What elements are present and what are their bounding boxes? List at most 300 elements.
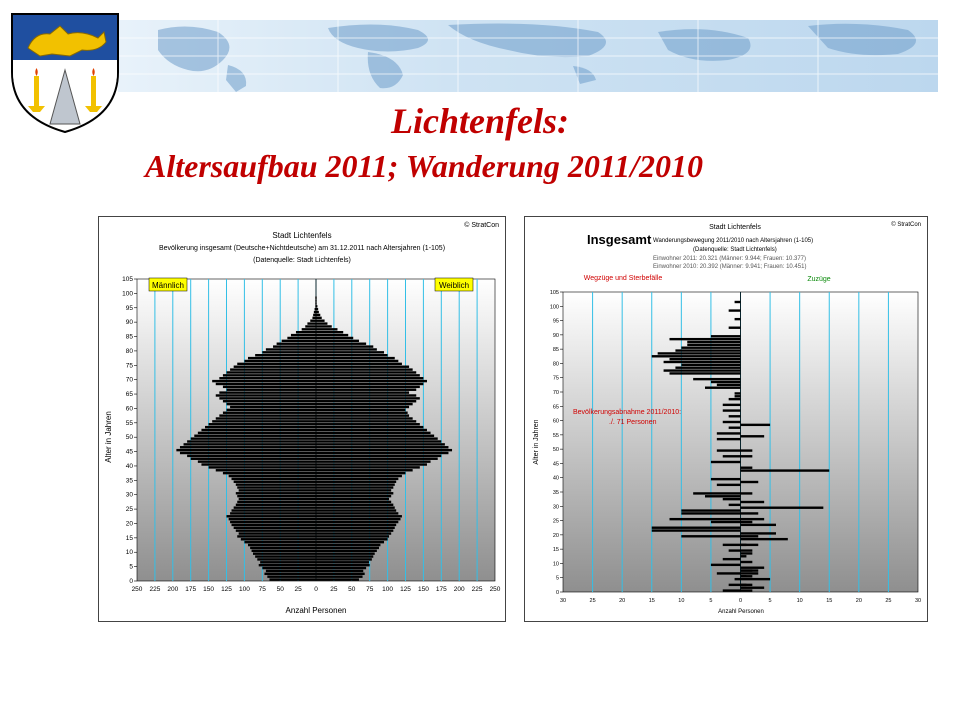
- bar-m-nnlich-age-26: [236, 504, 316, 506]
- bar-weiblich-age-5: [316, 564, 370, 566]
- bar-m-nnlich-age-1: [267, 575, 316, 577]
- y-tick-label: 65: [552, 404, 559, 411]
- y-tick-label: 85: [125, 333, 133, 341]
- y-tick-label: 90: [125, 319, 133, 327]
- bar-wegz-ge-und-sterbef-lle-age-81: [670, 358, 741, 360]
- bar-m-nnlich-age-92: [313, 314, 316, 316]
- bar-m-nnlich-age-36: [229, 475, 316, 477]
- bar-wegz-ge-und-sterbef-lle-age-0: [723, 589, 741, 591]
- bar-weiblich-age-0: [316, 578, 359, 580]
- bar-weiblich-age-1: [316, 575, 363, 577]
- bar-m-nnlich-age-28: [239, 498, 316, 500]
- x-tick-label: 10: [796, 598, 803, 604]
- y-tick-label: 40: [552, 475, 559, 482]
- bar-m-nnlich-age-77: [248, 357, 316, 359]
- bar-wegz-ge-und-sterbef-lle-age-87: [687, 341, 740, 343]
- bar-saldo-age-1: [741, 587, 765, 589]
- x-tick-label: 5: [768, 598, 772, 604]
- bar-wegz-ge-und-sterbef-lle-age-27: [681, 512, 740, 514]
- x-tick-label: 150: [203, 586, 215, 593]
- chart-source: (Datenquelle: Stadt Lichtenfels): [253, 257, 351, 264]
- y-tick-label: 75: [125, 362, 133, 370]
- bar-weiblich-age-26: [316, 504, 393, 506]
- bar-weiblich-age-43: [316, 455, 441, 457]
- bar-weiblich-age-67: [316, 386, 420, 388]
- bar-m-nnlich-age-24: [232, 509, 316, 511]
- y-tick-label: 5: [555, 575, 559, 582]
- y-tick-label: 85: [552, 347, 559, 354]
- bar-m-nnlich-age-25: [234, 506, 316, 508]
- slide-title-line2: Altersaufbau 2011; Wanderung 2011/2010: [145, 148, 704, 184]
- y-tick-label: 45: [125, 448, 133, 456]
- bar-weiblich-age-29: [316, 495, 391, 497]
- bar-weiblich-age-98: [316, 296, 317, 298]
- bar-weiblich-age-84: [316, 337, 353, 339]
- x-tick-label: 225: [471, 586, 483, 593]
- bar-m-nnlich-age-18: [234, 527, 316, 529]
- bar-m-nnlich-age-15: [237, 535, 316, 537]
- bar-m-nnlich-age-90: [310, 319, 316, 321]
- bar-m-nnlich-age-81: [273, 345, 316, 347]
- bar-weiblich-age-76: [316, 360, 398, 362]
- chart-subtitle: Wanderungsbewegung 2011/2010 nach Altersjahren (1-105): [653, 238, 814, 244]
- bar-m-nnlich-age-67: [223, 386, 316, 388]
- bar-weiblich-age-24: [316, 509, 396, 511]
- bar-zuz-ge-age-12: [741, 555, 747, 557]
- bar-saldo-age-43: [741, 467, 753, 469]
- x-tick-label: 75: [258, 586, 266, 593]
- bar-weiblich-age-79: [316, 351, 384, 353]
- bar-zuz-ge-age-13: [741, 552, 753, 554]
- bar-m-nnlich-age-40: [201, 463, 316, 465]
- bar-weiblich-age-44: [316, 452, 448, 454]
- bar-m-nnlich-age-44: [180, 452, 316, 454]
- y-tick-label: 15: [552, 547, 559, 554]
- bar-m-nnlich-age-58: [223, 412, 316, 414]
- x-tick-label: 0: [314, 586, 318, 593]
- bar-weiblich-age-39: [316, 466, 420, 468]
- bar-weiblich-age-54: [316, 423, 420, 425]
- bar-m-nnlich-age-47: [184, 443, 316, 445]
- bar-wegz-ge-und-sterbef-lle-age-11: [723, 558, 741, 560]
- chart-panel-age-pyramid: [98, 216, 506, 622]
- chart-heading: Insgesamt: [587, 232, 652, 247]
- bar-saldo-age-5: [741, 575, 753, 577]
- bar-wegz-ge-und-sterbef-lle-age-101: [735, 301, 741, 303]
- bar-saldo-age-29: [741, 507, 824, 509]
- bar-wegz-ge-und-sterbef-lle-age-76: [670, 372, 741, 374]
- bar-weiblich-age-8: [316, 555, 373, 557]
- bar-m-nnlich-age-94: [315, 308, 316, 310]
- bar-m-nnlich-age-31: [239, 489, 316, 491]
- bar-weiblich-age-68: [316, 383, 423, 385]
- bar-m-nnlich-age-65: [219, 391, 316, 393]
- bar-m-nnlich-age-22: [227, 515, 317, 517]
- bar-wegz-ge-und-sterbef-lle-age-21: [652, 529, 741, 531]
- bar-weiblich-age-13: [316, 541, 384, 543]
- bar-m-nnlich-age-8: [255, 555, 316, 557]
- bar-weiblich-age-89: [316, 322, 327, 324]
- bar-wegz-ge-und-sterbef-lle-age-9: [711, 564, 741, 566]
- bar-m-nnlich-age-39: [209, 466, 316, 468]
- bar-saldo-age-18: [741, 538, 788, 540]
- bar-wegz-ge-und-sterbef-lle-age-74: [693, 378, 740, 380]
- bar-saldo-age-54: [741, 435, 765, 437]
- bar-weiblich-age-74: [316, 366, 409, 368]
- bar-weiblich-age-14: [316, 538, 388, 540]
- bar-weiblich-age-21: [316, 518, 400, 520]
- bar-weiblich-age-57: [316, 414, 409, 416]
- bar-m-nnlich-age-56: [216, 417, 316, 419]
- bar-saldo-age-23: [741, 524, 777, 526]
- bar-weiblich-age-16: [316, 532, 391, 534]
- bar-weiblich-age-2: [316, 573, 365, 575]
- y-tick-label: 30: [552, 504, 559, 511]
- bar-weiblich-age-6: [316, 561, 369, 563]
- bar-weiblich-age-97: [316, 299, 317, 301]
- bar-wegz-ge-und-sterbef-lle-age-84: [675, 349, 740, 351]
- bar-wegz-ge-und-sterbef-lle-age-45: [711, 461, 741, 463]
- copyright-label: © StratCon: [464, 222, 499, 229]
- bar-weiblich-age-87: [316, 328, 337, 330]
- bar-m-nnlich-age-21: [229, 518, 316, 520]
- bar-wegz-ge-und-sterbef-lle-age-19: [681, 535, 740, 537]
- bar-m-nnlich-age-85: [291, 334, 316, 336]
- y-tick-label: 50: [552, 447, 559, 454]
- y-tick-label: 40: [125, 462, 133, 470]
- y-tick-label: 25: [125, 506, 133, 514]
- bar-wegz-ge-und-sterbef-lle-age-67: [729, 398, 741, 400]
- age-pyramid-chart: [99, 217, 505, 621]
- bar-m-nnlich-age-45: [176, 449, 316, 451]
- bar-weiblich-age-60: [316, 406, 409, 408]
- bar-m-nnlich-age-97: [315, 299, 316, 301]
- bar-m-nnlich-age-5: [259, 564, 316, 566]
- bar-saldo-age-24: [741, 521, 753, 523]
- bar-weiblich-age-50: [316, 435, 434, 437]
- bar-weiblich-age-63: [316, 397, 420, 399]
- x-tick-label: 25: [885, 598, 892, 604]
- bar-weiblich-age-58: [316, 412, 408, 414]
- bar-weiblich-age-38: [316, 469, 413, 471]
- bar-weiblich-age-75: [316, 363, 402, 365]
- bar-m-nnlich-age-2: [264, 573, 316, 575]
- x-tick-label: 15: [826, 598, 833, 604]
- bar-m-nnlich-age-86: [296, 331, 316, 333]
- bar-weiblich-age-37: [316, 472, 406, 474]
- bar-weiblich-age-49: [316, 437, 438, 439]
- bar-wegz-ge-und-sterbef-lle-age-86: [687, 344, 740, 346]
- bar-weiblich-age-22: [316, 515, 402, 517]
- x-axis-label: Anzahl Personen: [718, 609, 764, 615]
- x-tick-label: 10: [678, 598, 685, 604]
- bar-wegz-ge-und-sterbef-lle-age-6: [717, 572, 741, 574]
- bar-m-nnlich-age-46: [180, 446, 316, 448]
- bar-m-nnlich-age-88: [305, 325, 316, 327]
- x-tick-label: 30: [914, 598, 922, 604]
- bar-wegz-ge-und-sterbef-lle-age-4: [735, 578, 741, 580]
- bar-m-nnlich-age-83: [282, 340, 316, 342]
- bar-wegz-ge-und-sterbef-lle-age-61: [729, 415, 741, 417]
- bar-weiblich-age-80: [316, 348, 377, 350]
- bar-weiblich-age-20: [316, 521, 398, 523]
- y-tick-label: 45: [552, 461, 559, 468]
- bar-wegz-ge-und-sterbef-lle-age-71: [705, 387, 741, 389]
- bar-weiblich-age-88: [316, 325, 332, 327]
- y-tick-label: 30: [125, 491, 133, 499]
- bar-wegz-ge-und-sterbef-lle-age-28: [681, 509, 740, 511]
- bar-wegz-ge-und-sterbef-lle-age-82: [652, 355, 741, 357]
- y-tick-label: 60: [552, 418, 559, 425]
- bar-weiblich-age-59: [316, 409, 406, 411]
- bar-m-nnlich-age-54: [209, 423, 316, 425]
- bar-m-nnlich-age-89: [307, 322, 316, 324]
- bar-saldo-age-8: [741, 567, 765, 569]
- bar-wegz-ge-und-sterbef-lle-age-55: [717, 432, 741, 434]
- bar-m-nnlich-age-51: [198, 432, 316, 434]
- bar-saldo-age-7: [741, 569, 759, 571]
- x-tick-label: 125: [400, 586, 411, 593]
- bar-weiblich-age-15: [316, 535, 389, 537]
- bar-weiblich-age-85: [316, 334, 348, 336]
- bar-wegz-ge-und-sterbef-lle-age-33: [705, 495, 741, 497]
- bar-weiblich-age-9: [316, 552, 375, 554]
- bar-wegz-ge-und-sterbef-lle-age-47: [723, 455, 741, 457]
- y-tick-label: 35: [552, 490, 559, 496]
- bar-weiblich-age-19: [316, 524, 396, 526]
- bar-weiblich-age-71: [316, 374, 420, 376]
- chart-subtitle: Bevölkerung insgesamt (Deutsche+Nichtdeutsche) am 31.12.2011 nach Altersjahren (1-105): [158, 245, 446, 252]
- bar-weiblich-age-65: [316, 391, 409, 393]
- bar-weiblich-age-82: [316, 343, 366, 345]
- x-tick-label: 20: [619, 598, 626, 604]
- bar-m-nnlich-age-62: [223, 400, 316, 402]
- y-tick-label: 5: [129, 563, 133, 571]
- bar-weiblich-age-52: [316, 429, 427, 431]
- bar-saldo-age-14: [741, 549, 753, 551]
- bar-weiblich-age-32: [316, 486, 393, 488]
- migration-chart: [525, 217, 927, 621]
- population-2011-note: Einwohner 2011: 20.321 (Männer: 9.944; Frauen: 10.377): [653, 256, 806, 262]
- x-tick-label: 30: [559, 598, 567, 604]
- bar-wegz-ge-und-sterbef-lle-age-68: [735, 395, 741, 397]
- bar-saldo-age-58: [741, 424, 771, 426]
- bar-weiblich-age-90: [316, 319, 325, 321]
- bar-m-nnlich-age-63: [219, 397, 316, 399]
- chart-title: Stadt Lichtenfels: [272, 231, 332, 240]
- bar-weiblich-age-56: [316, 417, 413, 419]
- y-tick-label: 70: [552, 390, 559, 396]
- bar-m-nnlich-age-87: [302, 328, 316, 330]
- bar-wegz-ge-und-sterbef-lle-age-79: [681, 364, 740, 366]
- copyright-label: © StratCon: [891, 222, 921, 228]
- x-tick-label: 175: [435, 586, 447, 593]
- y-tick-label: 80: [125, 347, 133, 355]
- bar-saldo-age-31: [741, 501, 765, 503]
- y-tick-label: 25: [552, 518, 559, 525]
- bar-weiblich-age-27: [316, 501, 391, 503]
- y-tick-label: 100: [122, 290, 133, 298]
- x-tick-label: 25: [294, 586, 302, 593]
- bar-m-nnlich-age-53: [205, 426, 316, 428]
- bar-zuz-ge-age-0: [741, 589, 753, 591]
- bar-m-nnlich-age-12: [248, 544, 316, 546]
- bar-weiblich-age-41: [316, 460, 431, 462]
- bar-wegz-ge-und-sterbef-lle-age-59: [723, 421, 741, 423]
- bar-weiblich-age-51: [316, 432, 431, 434]
- outflow-label: Wegzüge und Sterbefälle: [583, 275, 663, 282]
- bar-m-nnlich-age-75: [237, 363, 316, 365]
- bar-weiblich-age-3: [316, 570, 363, 572]
- bar-wegz-ge-und-sterbef-lle-age-78: [675, 367, 740, 369]
- bar-m-nnlich-age-33: [236, 483, 316, 485]
- bar-wegz-ge-und-sterbef-lle-age-89: [711, 335, 741, 337]
- bar-weiblich-age-78: [316, 354, 388, 356]
- bar-m-nnlich-age-41: [198, 460, 316, 462]
- bar-weiblich-age-23: [316, 512, 398, 514]
- bar-weiblich-age-18: [316, 527, 395, 529]
- bar-m-nnlich-age-68: [216, 383, 316, 385]
- y-tick-label: 70: [125, 376, 133, 384]
- bar-saldo-age-38: [741, 481, 759, 483]
- bar-saldo-age-16: [741, 544, 759, 546]
- bar-m-nnlich-age-49: [191, 437, 316, 439]
- x-tick-label: 75: [366, 586, 374, 593]
- bar-m-nnlich-age-17: [236, 529, 316, 531]
- bar-wegz-ge-und-sterbef-lle-age-65: [723, 404, 741, 406]
- y-tick-label: 55: [125, 419, 133, 427]
- bar-m-nnlich-age-96: [315, 302, 316, 304]
- bar-m-nnlich-age-84: [287, 337, 316, 339]
- bar-weiblich-age-96: [316, 302, 317, 304]
- bar-wegz-ge-und-sterbef-lle-age-98: [729, 309, 741, 311]
- bar-weiblich-age-93: [316, 311, 319, 313]
- y-tick-label: 90: [552, 332, 559, 339]
- bar-weiblich-age-70: [316, 377, 423, 379]
- bar-m-nnlich-age-16: [239, 532, 316, 534]
- bar-weiblich-age-11: [316, 547, 379, 549]
- bar-wegz-ge-und-sterbef-lle-age-24: [711, 521, 741, 523]
- bar-wegz-ge-und-sterbef-lle-age-88: [670, 338, 741, 340]
- bar-m-nnlich-age-57: [219, 414, 316, 416]
- bar-wegz-ge-und-sterbef-lle-age-69: [735, 392, 741, 394]
- x-tick-label: 0: [738, 598, 743, 604]
- bar-weiblich-age-47: [316, 443, 445, 445]
- bar-wegz-ge-und-sterbef-lle-age-30: [729, 504, 741, 506]
- bar-m-nnlich-age-60: [230, 406, 316, 408]
- bar-weiblich-age-91: [316, 317, 322, 319]
- bar-wegz-ge-und-sterbef-lle-age-14: [729, 549, 741, 551]
- bar-saldo-age-2: [741, 584, 753, 586]
- x-tick-label: 125: [221, 586, 232, 593]
- bar-wegz-ge-und-sterbef-lle-age-83: [658, 352, 741, 354]
- bar-weiblich-age-33: [316, 483, 395, 485]
- bar-m-nnlich-age-9: [253, 552, 316, 554]
- bar-m-nnlich-age-74: [234, 366, 316, 368]
- x-tick-label: 5: [709, 598, 713, 604]
- x-tick-label: 250: [131, 586, 143, 593]
- bar-weiblich-age-4: [316, 567, 366, 569]
- y-tick-label: 35: [125, 477, 133, 485]
- x-tick-label: 100: [382, 586, 394, 593]
- bar-wegz-ge-und-sterbef-lle-age-72: [717, 384, 741, 386]
- bar-m-nnlich-age-93: [314, 311, 316, 313]
- bar-saldo-age-4: [741, 578, 771, 580]
- bar-m-nnlich-age-61: [227, 403, 317, 405]
- bar-weiblich-age-53: [316, 426, 423, 428]
- bar-m-nnlich-age-20: [230, 521, 316, 523]
- bar-m-nnlich-age-76: [244, 360, 316, 362]
- chart-source: (Datenquelle: Stadt Lichtenfels): [693, 247, 777, 253]
- bar-weiblich-age-69: [316, 380, 427, 382]
- world-map-banner: [118, 20, 938, 92]
- slide-title-line1: Lichtenfels:: [391, 101, 569, 141]
- bar-m-nnlich-age-3: [266, 570, 316, 572]
- y-tick-label: 60: [125, 405, 133, 413]
- y-tick-label: 65: [125, 391, 133, 399]
- bar-wegz-ge-und-sterbef-lle-age-32: [723, 498, 741, 500]
- bar-weiblich-age-42: [316, 458, 438, 460]
- bar-wegz-ge-und-sterbef-lle-age-57: [729, 427, 741, 429]
- bar-m-nnlich-age-79: [262, 351, 316, 353]
- bar-weiblich-age-77: [316, 357, 395, 359]
- x-tick-label: 225: [149, 586, 161, 593]
- bar-m-nnlich-age-69: [212, 380, 316, 382]
- bar-m-nnlich-age-35: [232, 478, 316, 480]
- bar-wegz-ge-und-sterbef-lle-age-85: [681, 347, 740, 349]
- bar-weiblich-age-66: [316, 389, 416, 391]
- y-tick-label: 95: [552, 318, 559, 325]
- bar-m-nnlich-age-91: [312, 317, 316, 319]
- bar-wegz-ge-und-sterbef-lle-age-16: [723, 544, 741, 546]
- y-axis-label: Alter in Jahren: [533, 419, 540, 465]
- y-tick-label: 0: [555, 590, 559, 596]
- bar-wegz-ge-und-sterbef-lle-age-22: [652, 527, 741, 529]
- bar-m-nnlich-age-73: [230, 368, 316, 370]
- bar-m-nnlich-age-48: [187, 440, 316, 442]
- x-tick-label: 175: [185, 586, 197, 593]
- bar-zuz-ge-age-6: [741, 572, 759, 574]
- bar-weiblich-age-36: [316, 475, 402, 477]
- bar-wegz-ge-und-sterbef-lle-age-39: [711, 478, 741, 480]
- bar-weiblich-age-40: [316, 463, 427, 465]
- y-tick-label: 95: [125, 304, 133, 312]
- y-tick-label: 80: [552, 361, 559, 368]
- y-tick-label: 50: [125, 434, 133, 442]
- x-tick-label: 50: [348, 586, 356, 593]
- bar-wegz-ge-und-sterbef-lle-age-53: [717, 438, 741, 440]
- bar-m-nnlich-age-52: [201, 429, 316, 431]
- bar-weiblich-age-48: [316, 440, 441, 442]
- y-tick-label: 75: [552, 375, 559, 382]
- bar-m-nnlich-age-37: [223, 472, 316, 474]
- bar-saldo-age-34: [741, 492, 753, 494]
- bar-weiblich-age-25: [316, 506, 395, 508]
- bar-weiblich-age-28: [316, 498, 389, 500]
- x-tick-label: 200: [453, 586, 465, 593]
- bar-weiblich-age-46: [316, 446, 448, 448]
- bar-weiblich-age-86: [316, 331, 343, 333]
- bar-weiblich-age-55: [316, 420, 416, 422]
- y-tick-label: 20: [552, 532, 559, 539]
- bar-wegz-ge-und-sterbef-lle-age-77: [664, 369, 741, 371]
- bar-saldo-age-25: [741, 518, 765, 520]
- bar-m-nnlich-age-11: [250, 547, 316, 549]
- bar-weiblich-age-83: [316, 340, 359, 342]
- bar-saldo-age-27: [741, 512, 759, 514]
- bar-weiblich-age-94: [316, 308, 318, 310]
- x-tick-label: 150: [417, 586, 429, 593]
